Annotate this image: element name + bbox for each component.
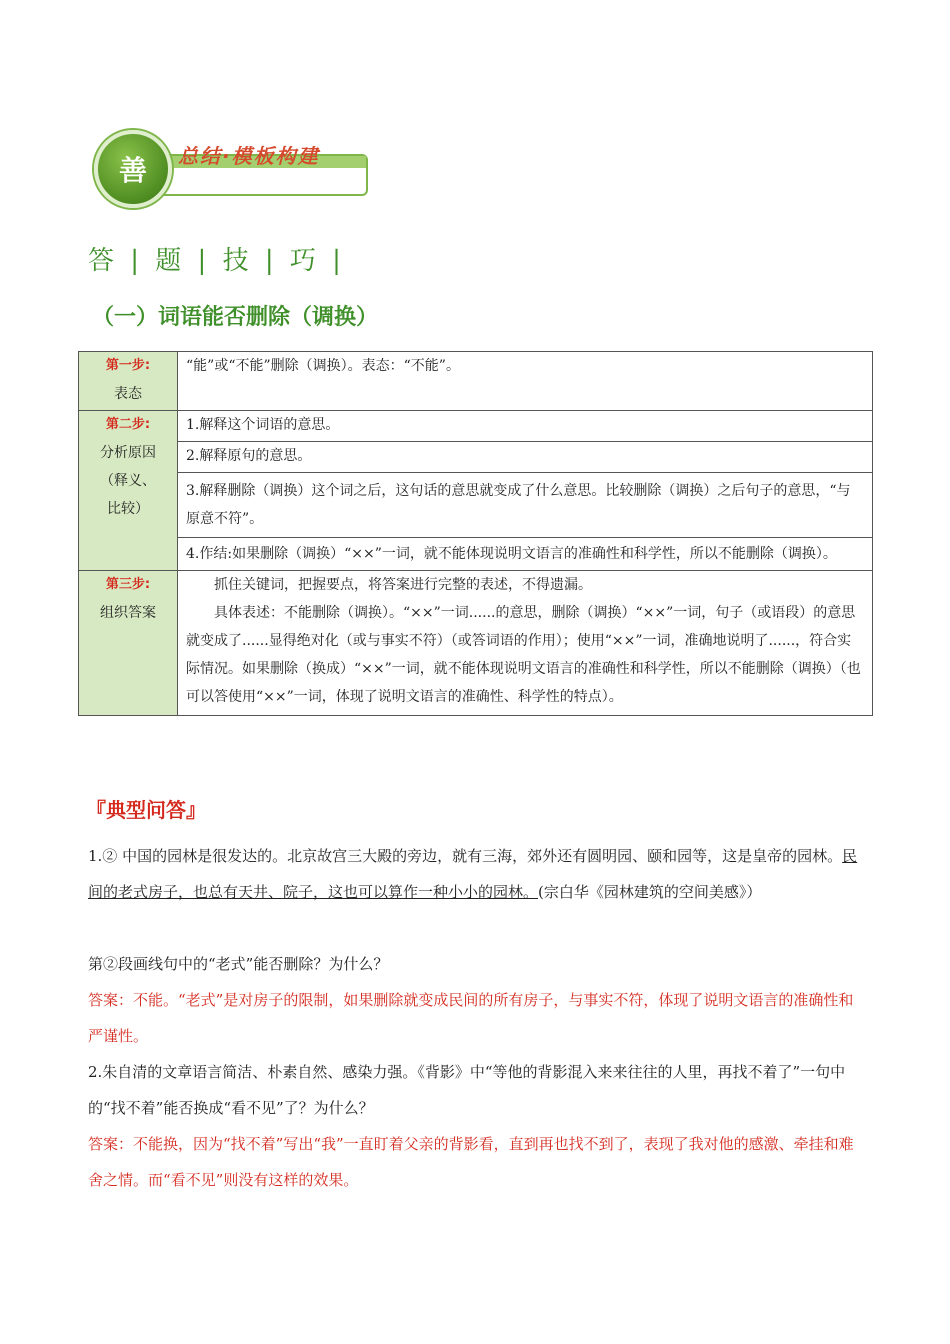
- step2-item: 2.解释原句的意思。: [178, 442, 873, 473]
- step2-label: 第二步:: [105, 417, 151, 432]
- steps-table: [78, 351, 873, 716]
- answer-1: 答案：不能。“老式”是对房子的限制，如果删除就变成民间的所有房子，与事实不符，体现了说明文语言的准确性和严谨性。: [88, 991, 854, 1045]
- question-1-source: (宗白华《园林建筑的空间美感》）: [538, 883, 762, 901]
- step1-desc: 表态: [114, 386, 142, 402]
- step2-item: 1.解释这个词语的意思。: [178, 411, 873, 442]
- step3-label: 第三步:: [105, 577, 151, 592]
- badge-title: 总结·模板构建: [178, 144, 320, 168]
- step2-desc-line: （释义、: [100, 473, 156, 489]
- typical-title: 『典型问答』: [86, 798, 206, 822]
- step3-para1: 抓住关键词，把握要点，将答案进行完整的表述，不得遗漏。: [214, 577, 592, 593]
- badge-char: 善: [118, 154, 147, 187]
- badge-circle: [94, 130, 172, 208]
- question-1: [88, 838, 864, 910]
- step3-desc: 组织答案: [100, 605, 156, 621]
- step2-row-4: [79, 538, 873, 571]
- step2-item: 3.解释删除（调换）这个词之后，这句话的意思就变成了什么意思。比较删除（调换）之后句子的意思，“与原意不符”。: [178, 473, 873, 538]
- step3-content: [178, 571, 873, 716]
- step2-cell: [79, 411, 178, 571]
- step1-content: “能”或“不能”删除（调换）。表态：“不能”。: [178, 352, 873, 411]
- skills-title: 答 | 题 | 技 | 巧 |: [88, 246, 345, 276]
- section-title: （一）词语能否删除（调换）: [92, 304, 379, 330]
- step2-desc-line: 比较）: [107, 501, 149, 517]
- step1-label: 第一步:: [105, 358, 151, 373]
- step2-row-2: [79, 442, 873, 473]
- step2-item: 4.作结:如果删除（调换）“××”一词，就不能体现说明文语言的准确性和科学性，所以不能删除（调换）。: [178, 538, 873, 571]
- step3-row: [79, 571, 873, 716]
- question-1-text: 1.② 中国的园林是很发达的。北京故宫三大殿的旁边，就有三海，郊外还有圆明园、颐和园等，这是皇帝的园林。: [88, 847, 843, 865]
- header-badge: [92, 128, 382, 218]
- step1-row: [79, 352, 873, 411]
- step3-para2: 具体表述：不能删除（调换）。“××”一词......的意思，删除（调换）“××”一词，句子（或语段）的意思就变成了......显得绝对化（或与事实不符）（或答词语的作用）；使用“××”一词，准确地说明了......，符合实际情况。如果删除（换成）“××”一词，就不能体现说明文语言的准确性和科学性，所以不能删除（调换）（也可以答使用“××”一词，体现了说明文语言的准确性、科学性的特点）。: [186, 605, 861, 705]
- question-2: 2.朱自清的文章语言简洁、朴素自然、感染力强。《背影》中“等他的背影混入来来往往的人里，再找不着了”一句中的“找不着”能否换成“看不见”了？为什么？: [88, 1063, 846, 1117]
- question-1-underlined: 民间的老式房子，也总有天井、院子，这也可以算作一种小小的园林。: [88, 847, 858, 901]
- step2-row-3: [79, 473, 873, 538]
- step2-row-1: [79, 411, 873, 442]
- step1-cell: [79, 352, 178, 411]
- step2-desc-line: 分析原因: [100, 445, 156, 461]
- answer-2: 答案：不能换，因为“找不着”写出“我”一直盯着父亲的背影看，直到再也找不到了，表现了我对他的感激、牵挂和难舍之情。而“看不见”则没有这样的效果。: [88, 1135, 854, 1189]
- question-1-prompt: 第②段画线句中的“老式”能否删除？为什么？: [88, 955, 389, 973]
- step3-cell: [79, 571, 178, 716]
